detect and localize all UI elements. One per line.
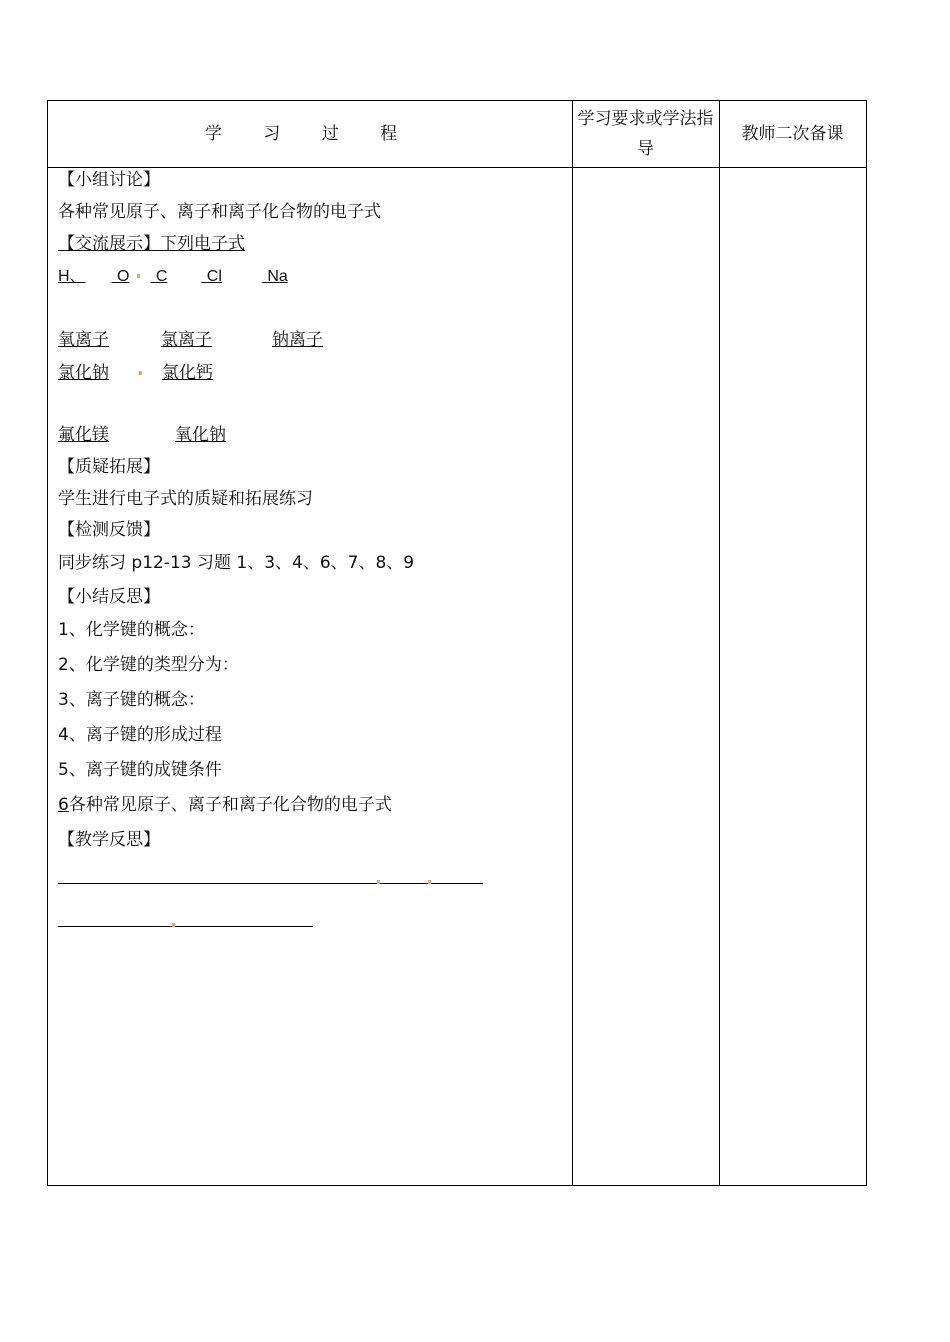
ion-oxygen: 氧离子: [58, 330, 109, 350]
column-divider: [719, 101, 720, 1185]
mark-dot: [139, 371, 142, 375]
atom-c: C: [155, 268, 168, 285]
header-divider: [48, 167, 866, 168]
summary-item-6-text: 各种常见原子、离子和离子化合物的电子式: [68, 795, 392, 815]
summary-item-6-number: 6: [58, 795, 69, 815]
question-text: 学生进行电子式的质疑和拓展练习: [58, 489, 313, 509]
column-divider: [572, 101, 573, 1185]
ion-chlorine: 氯离子: [161, 330, 212, 350]
mark-dot: [428, 880, 431, 884]
section-exchange: 【交流展示】下列电子式: [58, 234, 245, 254]
compound-na2o: 氧化钠: [175, 425, 226, 445]
summary-item-1: 1、化学键的概念：: [58, 620, 205, 640]
compounds-line-1: [58, 358, 319, 383]
summary-item-4: 4、离子键的形成过程: [58, 725, 222, 745]
reflection-blank-line: [58, 926, 313, 927]
header-learning-guidance: 学习要求或学法指导: [577, 109, 714, 159]
compound-mgf2: 氟化镁: [58, 425, 109, 445]
summary-item-3: 3、离子键的概念：: [58, 690, 205, 710]
atom-o: O: [116, 268, 130, 285]
mark-dot: [137, 274, 140, 278]
compound-nacl: 氯化钠: [58, 363, 109, 383]
atoms-line: [58, 263, 323, 286]
summary-item-6: [58, 790, 392, 815]
atom-h: H、: [58, 268, 86, 285]
ions-line: [58, 325, 349, 350]
mark-dot: [172, 923, 175, 927]
section-group-discussion: 【小组讨论】: [58, 170, 160, 190]
section-question: 【质疑拓展】: [58, 457, 160, 477]
compound-cacl2: 氯化钙: [162, 363, 213, 383]
reflection-blank-line: [58, 883, 483, 884]
section-summary: 【小结反思】: [58, 587, 160, 607]
check-text: 同步练习 p12-13 习题 1、3、4、6、7、8、9: [58, 553, 415, 573]
compounds-line-2: [58, 420, 328, 445]
atom-na: Na: [267, 268, 288, 285]
ion-sodium: 钠离子: [272, 330, 323, 350]
header-learning-process: 学 习 过 程: [204, 124, 416, 144]
mark-dot: [377, 880, 380, 884]
header-teacher-notes: 教师二次备课: [741, 124, 844, 144]
atom-cl: Cl: [206, 268, 222, 285]
section-check: 【检测反馈】: [58, 520, 160, 540]
section-teaching-reflection: 【教学反思】: [58, 830, 160, 850]
group-discussion-text: 各种常见原子、离子和离子化合物的电子式: [58, 202, 381, 222]
summary-item-5: 5、离子键的成键条件: [58, 760, 222, 780]
summary-item-2: 2、化学键的类型分为：: [58, 655, 239, 675]
